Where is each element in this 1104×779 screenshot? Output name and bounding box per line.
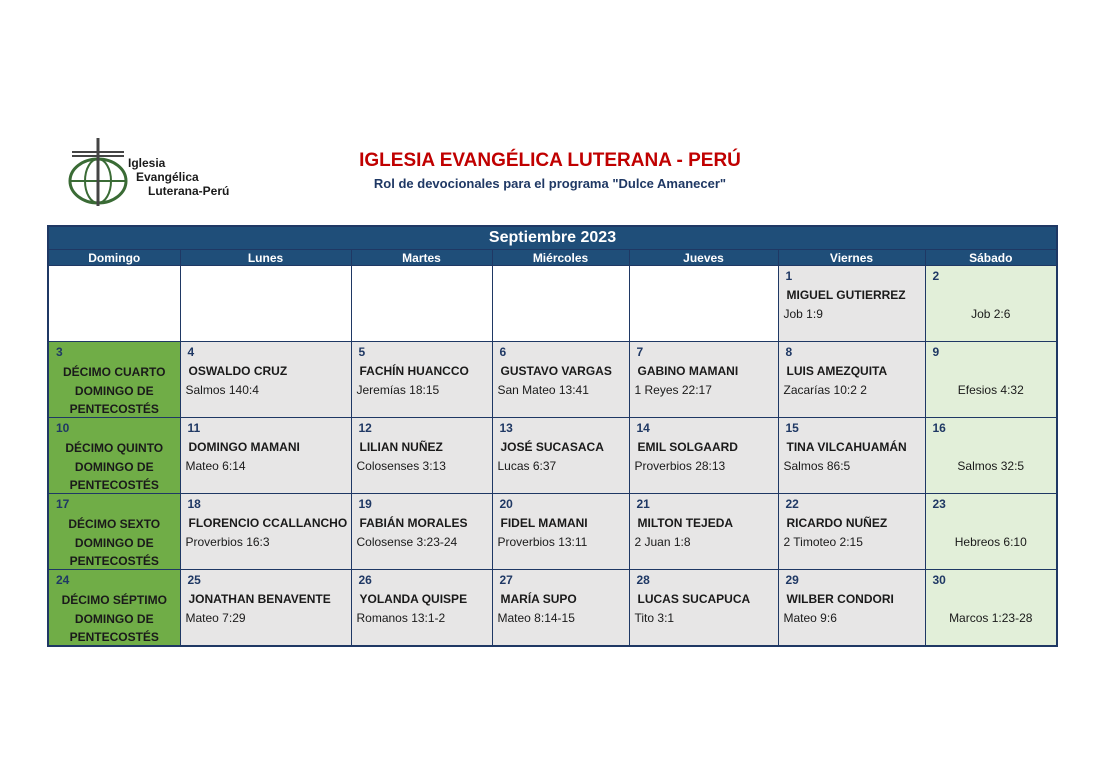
devotional-speaker: LILIAN NUÑEZ (359, 440, 443, 454)
weekday-header: Sábado (925, 250, 1057, 266)
day-number: 26 (358, 573, 372, 587)
day-cell (629, 418, 778, 494)
bible-verse: Proverbios 16:3 (185, 535, 270, 549)
devotional-speaker: JOSÉ SUCASACA (500, 440, 604, 454)
day-number: 13 (499, 421, 513, 435)
day-number: 20 (499, 497, 513, 511)
day-cell (351, 418, 492, 494)
day-cell (925, 494, 1057, 570)
logo-text-line: Iglesia (128, 156, 166, 170)
day-number: 7 (636, 345, 644, 359)
bible-verse: Romanos 13:1-2 (356, 611, 446, 625)
bible-verse: Jeremías 18:15 (356, 383, 440, 397)
week-row (48, 342, 1057, 418)
day-cell (492, 494, 629, 570)
page-title: IGLESIA EVANGÉLICA LUTERANA - PERÚ (359, 150, 741, 171)
empty-day-cell (351, 266, 492, 342)
liturgical-title-line: DÉCIMO CUARTO (63, 365, 166, 379)
liturgical-title (49, 363, 180, 419)
devotional-speaker: RICARDO NUÑEZ (786, 516, 888, 530)
liturgical-title-line: DÉCIMO QUINTO (65, 441, 164, 455)
bible-verse: Zacarías 10:2 2 (783, 383, 867, 397)
bible-verse: San Mateo 13:41 (497, 383, 589, 397)
weekday-header: Jueves (629, 250, 778, 266)
day-number: 8 (785, 345, 793, 359)
devotional-speaker: GABINO MAMANI (637, 364, 739, 378)
day-number: 18 (187, 497, 201, 511)
day-number: 10 (56, 421, 70, 435)
day-cell (48, 570, 180, 647)
day-cell (778, 494, 925, 570)
logo-text-line: Luterana-Perú (148, 184, 230, 198)
week-row (48, 494, 1057, 570)
liturgical-title-line: DOMINGO DE (74, 459, 154, 474)
day-number: 30 (932, 573, 946, 587)
liturgical-title-line: DÉCIMO SÉPTIMO (61, 593, 167, 607)
day-cell (629, 494, 778, 570)
day-cell (778, 570, 925, 647)
bible-verse: Proverbios 13:11 (497, 535, 588, 549)
liturgical-title-line: DOMINGO DE (74, 535, 154, 550)
day-number: 21 (636, 497, 650, 511)
empty-day-cell (492, 266, 629, 342)
day-number: 25 (187, 573, 201, 587)
day-cell (180, 494, 351, 570)
day-number: 2 (932, 269, 940, 283)
liturgical-title (49, 591, 180, 647)
bible-verse: Hebreos 6:10 (954, 535, 1027, 549)
liturgical-title-line: DOMINGO DE (74, 611, 154, 626)
day-cell (925, 342, 1057, 418)
liturgical-title-line: PENTECOSTÉS (69, 554, 159, 568)
day-number: 27 (499, 573, 513, 587)
liturgical-title-line: PENTECOSTÉS (69, 630, 159, 644)
day-number: 29 (785, 573, 799, 587)
day-number: 9 (932, 345, 940, 359)
bible-verse: Salmos 32:5 (957, 459, 1025, 473)
bible-verse: Proverbios 28:13 (634, 459, 726, 473)
devotional-speaker: EMIL SOLGAARD (637, 440, 738, 454)
bible-verse: Marcos 1:23-28 (949, 611, 1033, 625)
day-number: 28 (636, 573, 650, 587)
bible-verse: Colosenses 3:13 (356, 459, 446, 473)
day-cell (925, 266, 1057, 342)
day-number: 23 (932, 497, 946, 511)
devotional-speaker: LUCAS SUCAPUCA (637, 592, 751, 606)
empty-day-cell (629, 266, 778, 342)
day-number: 17 (56, 497, 70, 511)
day-cell (48, 418, 180, 494)
bible-verse: 2 Juan 1:8 (634, 535, 691, 549)
bible-verse: Job 2:6 (971, 307, 1011, 321)
day-cell (925, 418, 1057, 494)
day-cell (180, 342, 351, 418)
day-number: 14 (636, 421, 650, 435)
bible-verse: Mateo 9:6 (783, 611, 837, 625)
day-cell (492, 342, 629, 418)
day-cell (778, 418, 925, 494)
bible-verse: Mateo 8:14-15 (497, 611, 575, 625)
day-cell (351, 342, 492, 418)
day-number: 15 (785, 421, 799, 435)
day-number: 5 (358, 345, 366, 359)
day-number: 12 (358, 421, 372, 435)
empty-day-cell (48, 266, 180, 342)
liturgical-title (49, 439, 180, 495)
bible-verse: 2 Timoteo 2:15 (783, 535, 863, 549)
liturgical-title (49, 515, 180, 571)
day-cell (351, 494, 492, 570)
devotional-speaker: WILBER CONDORI (786, 592, 894, 606)
day-cell (48, 342, 180, 418)
day-cell (629, 570, 778, 647)
bible-verse: Lucas 6:37 (497, 459, 557, 473)
devotional-speaker: FIDEL MAMANI (500, 516, 588, 530)
bible-verse: Tito 3:1 (634, 611, 675, 625)
week-row (48, 418, 1057, 494)
bible-verse: Mateo 7:29 (185, 611, 246, 625)
weekday-header: Martes (351, 250, 492, 266)
day-cell (492, 570, 629, 647)
empty-day-cell (180, 266, 351, 342)
devotional-speaker: FABIÁN MORALES (359, 516, 468, 530)
day-number: 16 (932, 421, 946, 435)
devotional-speaker: GUSTAVO VARGAS (500, 364, 612, 378)
liturgical-title-line: PENTECOSTÉS (69, 402, 159, 416)
devotional-speaker: FLORENCIO CCALLANCHO (188, 516, 348, 530)
day-number: 22 (785, 497, 799, 511)
bible-verse: Job 1:9 (783, 307, 823, 321)
weekday-header: Viernes (778, 250, 925, 266)
devotional-speaker: YOLANDA QUISPE (359, 592, 468, 606)
day-cell (629, 342, 778, 418)
logo-text-line: Evangélica (136, 170, 199, 184)
week-row (48, 570, 1057, 647)
devotional-speaker: MILTON TEJEDA (637, 516, 734, 530)
devotional-speaker: FACHÍN HUANCCO (359, 364, 469, 378)
day-cell (48, 494, 180, 570)
bible-verse: Salmos 140:4 (185, 383, 259, 397)
day-cell (778, 266, 925, 342)
devotional-speaker: JONATHAN BENAVENTE (188, 592, 331, 606)
day-cell (351, 570, 492, 647)
day-number: 3 (56, 345, 63, 359)
cross-globe-icon (66, 136, 132, 208)
bible-verse: Efesios 4:32 (957, 383, 1024, 397)
day-cell (492, 418, 629, 494)
day-number: 4 (187, 345, 195, 359)
devotional-speaker: LUIS AMEZQUITA (786, 364, 888, 378)
day-number: 24 (56, 573, 70, 587)
bible-verse: Salmos 86:5 (783, 459, 851, 473)
week-row (48, 266, 1057, 342)
church-logo (66, 136, 256, 208)
month-title: Septiembre 2023 (48, 226, 1057, 250)
liturgical-title-line: DÉCIMO SEXTO (68, 517, 161, 531)
devotional-speaker: OSWALDO CRUZ (188, 364, 288, 378)
day-number: 11 (187, 421, 201, 435)
day-cell (180, 418, 351, 494)
day-cell (180, 570, 351, 647)
day-cell (778, 342, 925, 418)
bible-verse: Colosense 3:23-24 (356, 535, 458, 549)
devotional-calendar (47, 225, 1058, 647)
day-number: 6 (499, 345, 507, 359)
page-subtitle: Rol de devocionales para el programa "Dulce Amanecer" (373, 176, 727, 191)
devotional-speaker: MARÍA SUPO (500, 592, 577, 606)
bible-verse: Mateo 6:14 (185, 459, 246, 473)
weekday-header: Miércoles (492, 250, 629, 266)
devotional-speaker: TINA VILCAHUAMÁN (786, 440, 907, 454)
day-cell (925, 570, 1057, 647)
weekday-header: Domingo (48, 250, 180, 266)
bible-verse: 1 Reyes 22:17 (634, 383, 712, 397)
devotional-speaker: MIGUEL GUTIERREZ (786, 288, 906, 302)
liturgical-title-line: DOMINGO DE (74, 383, 154, 398)
liturgical-title-line: PENTECOSTÉS (69, 478, 159, 492)
devotional-speaker: DOMINGO MAMANI (188, 440, 300, 454)
weekday-header: Lunes (180, 250, 351, 266)
day-number: 19 (358, 497, 372, 511)
day-number: 1 (785, 269, 793, 283)
